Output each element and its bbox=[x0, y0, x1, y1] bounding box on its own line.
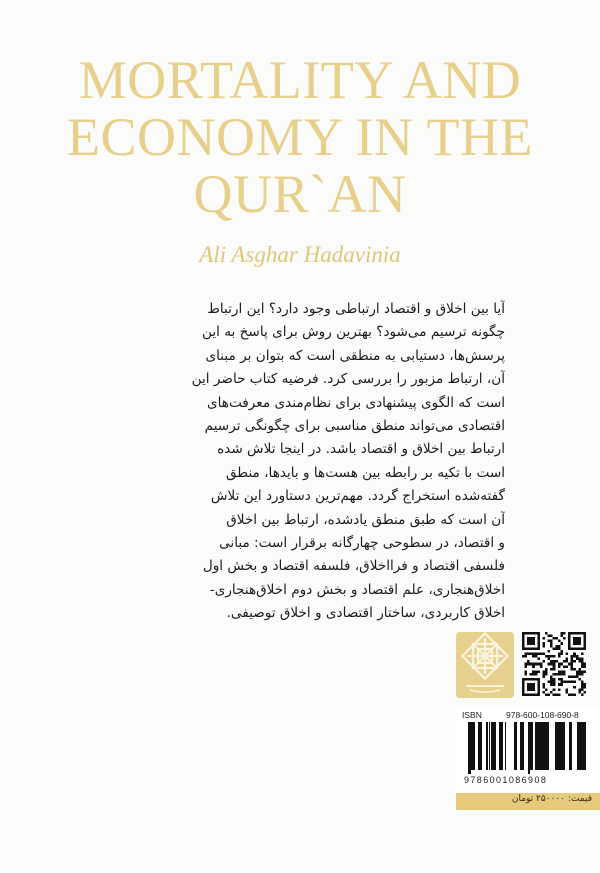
blurb-line: اقتصادی می‌تواند منطق مناسبی برای چگونگی ترسیم bbox=[204, 418, 505, 435]
price-label: قیمت: ۲۵۰۰۰۰ تومان bbox=[511, 794, 592, 804]
blurb-line: اخلاق‌هنجاری، علم اقتصاد و بخش دوم اخلاق‌هنجاری- bbox=[209, 581, 505, 598]
blurb-line: و اقتصاد، در سطوحی چهارگانه برقرار است: مبانی bbox=[219, 535, 505, 552]
isbn-barcode-box bbox=[456, 708, 600, 793]
blurb-line: پرسش‌ها، دستیابی به منطقی است که بتوان بر مبنای bbox=[205, 347, 505, 364]
blurb-line: آن است که طبق منطق یادشده، ارتباط بین اخلاق bbox=[226, 511, 505, 528]
barcode-digits: 9786001086908 bbox=[464, 775, 548, 785]
blurb-line: است با تکیه بر رابطه بین هست‌ها و بایدها، منطق bbox=[225, 464, 505, 481]
book-title bbox=[0, 52, 600, 223]
qr-code bbox=[522, 632, 586, 696]
author-name: Ali Asghar Hadavinia bbox=[199, 242, 401, 267]
publisher-logo bbox=[456, 632, 514, 698]
isbn-number: 978-600-108-690-8 bbox=[506, 710, 579, 720]
blurb-line: آن، ارتباط مزبور را بررسی کرد. فرضیه کتاب حاضر این bbox=[191, 371, 505, 388]
blurb-line: فلسفی اقتصاد و فرااخلاق، فلسفه اقتصاد و بخش اول bbox=[202, 558, 505, 575]
back-cover-blurb bbox=[100, 298, 505, 626]
price-strip bbox=[456, 793, 600, 810]
isbn-label: ISBN bbox=[462, 710, 482, 720]
blurb-line: گفته‌شده استخراج گردد. مهم‌ترین دستاورد این تلاش bbox=[210, 488, 505, 505]
blurb-line: است که الگوی پیشنهادی برای نظام‌مندی معرفت‌های bbox=[207, 394, 505, 411]
blurb-line: چگونه ترسیم می‌شود؟ بهترین روش برای پاسخ به این bbox=[202, 324, 505, 341]
title-line-3: QUR`AN bbox=[193, 164, 407, 224]
title-line-1: MORTALITY AND bbox=[78, 50, 522, 110]
blurb-line: اخلاق کاربردی، ساختار اقتصادی و اخلاق توصیفی. bbox=[226, 605, 505, 622]
barcode-icon bbox=[466, 722, 590, 774]
blurb-line: ارتباط بین اخلاق و اقتصاد باشد. در اینجا تلاش شده bbox=[217, 441, 505, 458]
blurb-line: آیا بین اخلاق و اقتصاد ارتباطی وجود دارد؟ این ارتباط bbox=[207, 301, 505, 317]
title-line-2: ECONOMY IN THE bbox=[67, 107, 533, 167]
